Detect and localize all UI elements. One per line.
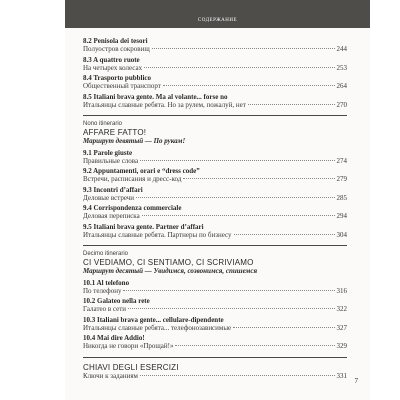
toc-entry-title: 8.5 Italiani brava gente. Ma al volante... forse no bbox=[83, 92, 228, 101]
toc-entry bbox=[83, 37, 347, 54]
toc-entry-title: 10.3 Italiani brava gente... cellulare-dipendente bbox=[83, 315, 224, 324]
toc-entry-page: 294 bbox=[336, 212, 347, 220]
toc-entry-subtitle-row bbox=[83, 64, 347, 73]
toc-entry-subtitle: Полуостров сокровищ bbox=[83, 45, 150, 53]
leader-dots bbox=[183, 178, 334, 179]
page-header-title: СОДЕРЖАНИЕ bbox=[197, 18, 238, 23]
toc-entry-subtitle-row bbox=[83, 101, 347, 110]
toc-entry bbox=[83, 149, 347, 166]
toc-entry-page: 264 bbox=[336, 82, 347, 90]
toc-entry-subtitle-row bbox=[83, 231, 347, 240]
toc-entry-title: 8.4 Trasporto pubblico bbox=[83, 74, 152, 82]
toc-entry-title: 9.2 Appuntamenti, orari e “dress code” bbox=[83, 167, 200, 175]
toc-entry-page: 316 bbox=[336, 286, 347, 295]
section-divider bbox=[83, 115, 347, 116]
leader-dots bbox=[233, 327, 334, 328]
unit-title: CI VEDIAMO, CI SENTIAMO, CI SCRIVIAMO bbox=[83, 258, 254, 267]
toc-entry bbox=[83, 279, 347, 296]
toc-entry-page: 253 bbox=[336, 63, 347, 72]
toc-entry-subtitle: По телефону bbox=[83, 286, 122, 295]
leader-dots bbox=[123, 290, 334, 291]
toc-entry-subtitle: Встречи, расписания и дресс-код bbox=[83, 175, 182, 183]
toc-entry-subtitle: Правильные слова bbox=[83, 156, 139, 165]
toc-entry-page: 244 bbox=[336, 45, 347, 53]
toc-entry-page: 322 bbox=[336, 305, 347, 313]
toc-entry-page: 285 bbox=[336, 193, 347, 202]
toc-entry-subtitle: Итальянцы славные ребята. Партнеры по бизнесу bbox=[83, 230, 232, 239]
toc-entry-subtitle-row bbox=[83, 287, 347, 296]
toc-entry bbox=[83, 316, 347, 333]
toc-entry-page: 270 bbox=[336, 100, 347, 109]
toc-entry-subtitle-row bbox=[83, 305, 347, 314]
toc-entry-subtitle-row bbox=[83, 342, 347, 351]
section-divider bbox=[83, 357, 347, 358]
unit-subtitle: Маршрут десятый — Увидимся, созвонимся, спишемся bbox=[83, 267, 258, 275]
toc-entry bbox=[83, 334, 347, 351]
table-of-contents bbox=[83, 37, 347, 380]
toc-entry-subtitle: Никогда не говори «Прощай!» bbox=[83, 342, 174, 350]
toc-entry-title: 9.5 Italiani brava gente. Partner d’affari bbox=[83, 222, 204, 231]
toc-entry-page: 329 bbox=[336, 342, 347, 350]
toc-entry-subtitle-row bbox=[83, 372, 347, 381]
unit-title: CHIAVI DEGLI ESERCIZI bbox=[83, 362, 179, 372]
toc-entry-subtitle: Итальянцы славные ребята. Но за рулем, пожалуй, нет bbox=[83, 100, 246, 109]
toc-entry-title: 10.2 Galateo nella rete bbox=[83, 297, 150, 305]
toc-entry-subtitle: Итальянцы славные ребята... телефонозависимые bbox=[83, 323, 232, 332]
book-page bbox=[65, 0, 370, 400]
leader-dots bbox=[142, 215, 335, 216]
toc-entry-page: 279 bbox=[336, 175, 347, 183]
toc-entry bbox=[83, 204, 347, 221]
leader-dots bbox=[136, 197, 334, 198]
leader-dots bbox=[144, 67, 334, 68]
unit-title: AFFARE FATTO! bbox=[83, 128, 147, 137]
toc-entry-subtitle: Деловые встречи bbox=[83, 193, 135, 202]
toc-entry bbox=[83, 186, 347, 203]
toc-entry-title: 8.3 A quattro ruote bbox=[83, 55, 140, 64]
leader-dots bbox=[128, 308, 334, 309]
toc-entry-subtitle-row bbox=[83, 212, 347, 221]
toc-entry-subtitle-row bbox=[83, 82, 347, 91]
page-number: 7 bbox=[354, 377, 358, 385]
toc-entry-title: 10.1 Al telefono bbox=[83, 278, 130, 287]
toc-entry bbox=[83, 74, 347, 91]
toc-entry-title: 10.4 Mai dire Addio! bbox=[83, 334, 145, 342]
toc-entry-subtitle-row bbox=[83, 157, 347, 166]
leader-dots bbox=[140, 375, 335, 376]
leader-dots bbox=[163, 85, 335, 86]
unit-subtitle: Маршрут девятый — По рукам! bbox=[83, 137, 186, 145]
toc-entry-page: 327 bbox=[336, 323, 347, 332]
toc-entry-subtitle-row bbox=[83, 175, 347, 184]
leader-dots bbox=[140, 160, 334, 161]
toc-entry-subtitle-row bbox=[83, 324, 347, 333]
toc-entry-subtitle: Деловая переписка bbox=[83, 212, 140, 220]
header-bar bbox=[65, 0, 370, 28]
section-divider bbox=[83, 245, 347, 246]
toc-entry-subtitle-row bbox=[83, 194, 347, 203]
toc-entry-subtitle: Ключи к заданиям bbox=[83, 371, 138, 380]
toc-entry-page: 304 bbox=[336, 230, 347, 239]
toc-entry-title: 9.3 Incontri d’affari bbox=[83, 185, 143, 194]
toc-entry bbox=[83, 223, 347, 240]
toc-entry-subtitle-row bbox=[83, 45, 347, 54]
toc-entry bbox=[83, 93, 347, 110]
leader-dots bbox=[234, 234, 335, 235]
unit-label: Nono itinerario bbox=[83, 121, 123, 127]
toc-entry-subtitle: Галатео в сети bbox=[83, 305, 127, 313]
toc-entry-title: 9.4 Corrispondenza commerciale bbox=[83, 204, 182, 212]
toc-entry bbox=[83, 297, 347, 314]
unit-label: Decimo itinerario bbox=[83, 251, 129, 257]
toc-entry-title: 8.2 Penisola dei tesori bbox=[83, 37, 148, 45]
leader-dots bbox=[248, 104, 335, 105]
leader-dots bbox=[152, 48, 335, 49]
toc-entry-page: 274 bbox=[336, 156, 347, 165]
toc-entry bbox=[83, 167, 347, 184]
toc-entry-subtitle: На четырех колесах bbox=[83, 63, 143, 72]
toc-entry bbox=[83, 56, 347, 73]
toc-entry-title: 9.1 Parole giuste bbox=[83, 148, 133, 157]
toc-entry-subtitle: Общественный транспорт bbox=[83, 82, 161, 90]
leader-dots bbox=[175, 345, 334, 346]
toc-entry-page: 331 bbox=[336, 371, 347, 380]
